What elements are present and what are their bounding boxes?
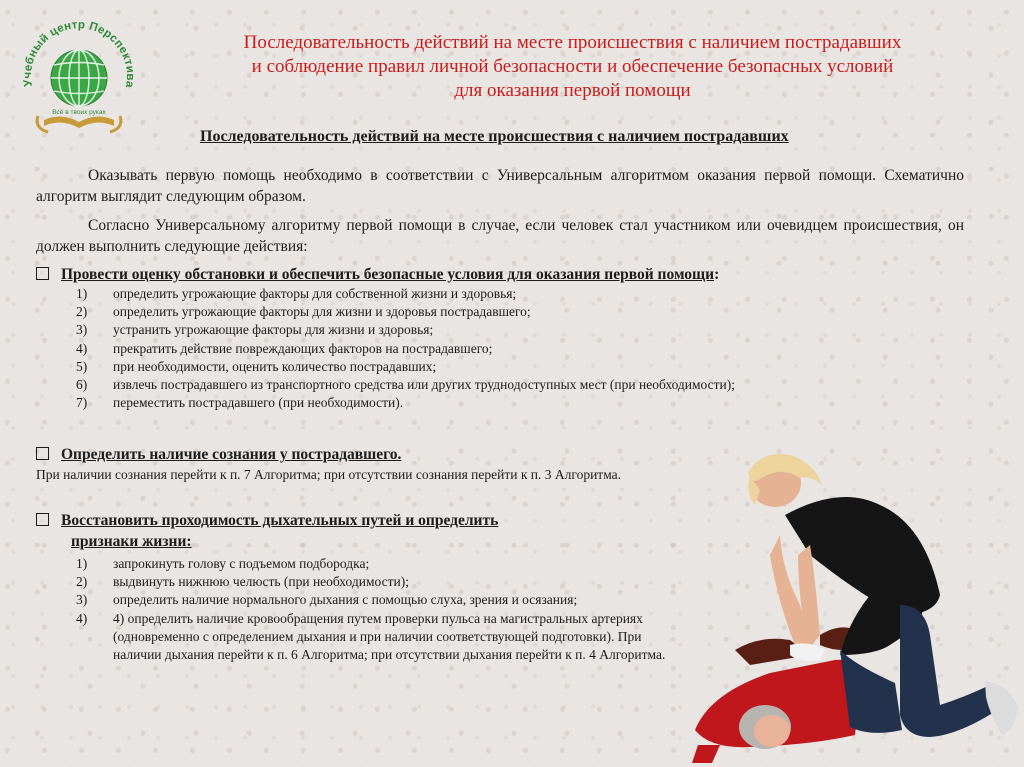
logo-book [44,116,114,128]
list-item-number: 1) [76,556,88,571]
paragraph-actions: Согласно Универсальному алгоритму первой помощи в случае, если человек стал участником или очевидцем происшествия, он должен выполнить следующие действия: [36,217,964,255]
checkbox-bullet-icon [36,447,49,460]
bullet-assess-colon: : [714,266,720,283]
checkbox-bullet-icon [36,513,49,526]
list-item [76,610,676,665]
checkbox-bullet-icon [36,267,49,280]
list-item-text: запрокинуть голову с подъемом подбородка; [113,556,370,571]
training-center-logo [14,8,144,138]
list-item-text: определить угрожающие факторы для собственной жизни и здоровья; [113,286,517,301]
list-item-number: 3) [76,322,88,338]
list-item-number: 4) [76,610,88,626]
list-item [76,285,735,303]
list-item-number: 4) [76,340,88,356]
page-title [160,31,985,103]
victim-figure [692,627,860,763]
list-item-text: 4) определить наличие кровообращения путем проверки пульса на магистральных артериях (одновременно с определением дыхания и при наличии соответствующей подготовки). При наличии дыхания перейти к п. 6 Алгоритма; при отсутствии дыхания перейти к п. 4 Алгоритма. [113,610,666,663]
section-heading: Последовательность действий на месте происшествия с наличием пострадавших [200,128,789,145]
logo-sub-text: Всё в твоих руках [52,109,106,116]
list-item [76,573,676,591]
list-item-text: определить наличие нормального дыхания с помощью слуха, зрения и осязания; [113,592,578,608]
list-item [76,394,735,412]
list-item-number: 7) [76,395,88,411]
bullet-assess-text: Провести оценку обстановки и обеспечить безопасные условия для оказания первой помощи [61,266,715,283]
list-item-number: 5) [76,358,88,374]
list-item-text: при необходимости, оценить количество пострадавших; [113,358,437,374]
list-item-number: 6) [76,377,88,393]
list-item [76,376,735,394]
list-item-number: 2) [76,574,88,590]
list-item-text: прекратить действие повреждающих факторов на пострадавшего; [113,340,493,356]
list-item-number: 3) [76,592,88,608]
list-item [76,340,735,358]
title-line-3: для оказания первой помощи [454,80,691,101]
list-item-text: извлечь пострадавшего из транспортного средства или других труднодоступных мест (при необходимости); [113,377,736,393]
bullet-airway-text-line2: признаки жизни: [71,533,192,550]
title-line-1: Последовательность действий на месте происшествия с наличием пострадавших [243,32,902,53]
title-line-2: и соблюдение правил личной безопасности и обеспечение безопасных условий [251,56,894,77]
bullet-check-consciousness [36,444,401,465]
list-item-text: устранить угрожающие факторы для жизни и здоровья; [113,322,434,338]
list-item [76,358,735,376]
logo-arc-text: Учебный центр Перспектива [21,19,137,89]
assess-steps-list [76,285,735,412]
list-item [76,303,735,321]
list-item [76,555,676,573]
consciousness-note: При наличии сознания перейти к п. 7 Алгоритма; при отсутствии сознания перейти к п. 3 Алгоритма. [36,467,622,482]
list-item [76,591,676,609]
list-item-text: переместить пострадавшего (при необходимости). [113,395,404,411]
list-item [76,321,735,339]
airway-steps-list [76,555,676,664]
paragraph-intro: Оказывать первую помощь необходимо в соответствии с Универсальным алгоритмом оказания первой помощи. Схематично алгоритм выглядит следующим образом. [36,167,964,205]
bullet-airway [36,510,498,552]
bullet-airway-text-line1: Восстановить проходимость дыхательных путей и определить [61,512,499,529]
list-item-text: выдвинуть нижнюю челюсть (при необходимости); [113,574,409,590]
list-item-number: 1) [76,286,88,301]
list-item-number: 2) [76,304,88,320]
list-item-text: определить угрожающие факторы для жизни и здоровья пострадавшего; [113,304,531,320]
bullet-assess-situation [36,264,719,285]
first-aid-illustration [690,445,1020,765]
bullet-consciousness-text: Определить наличие сознания у пострадавшего. [61,446,402,463]
